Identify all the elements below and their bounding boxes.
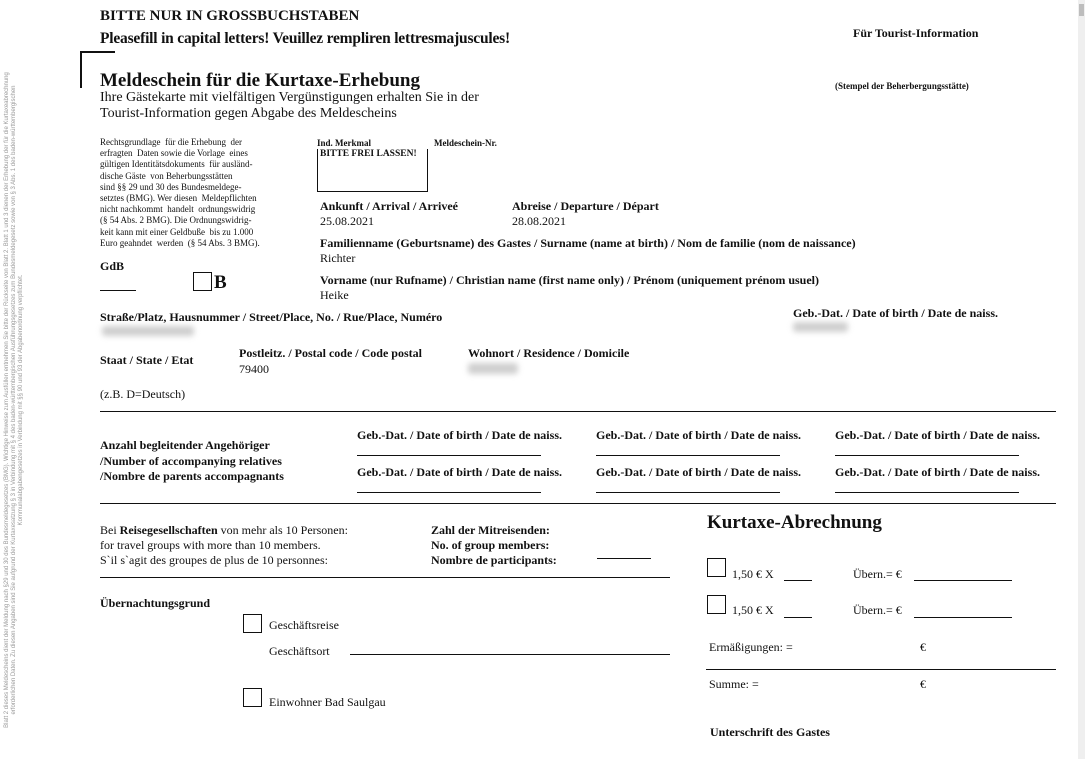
relative-dob-input[interactable]	[596, 492, 780, 493]
billing-divider	[706, 669, 1056, 670]
ind-merkmal-label: Ind. Merkmal	[317, 138, 371, 148]
relative-dob-label: Geb.-Dat. / Date of birth / Date de naiss.	[835, 465, 1040, 479]
sum-label: Summe: =	[709, 677, 759, 691]
scrollbar-thumb[interactable]	[1079, 4, 1084, 16]
postal-code-value[interactable]: 79400	[239, 362, 269, 376]
groups-text-de-bold: Reisegesellschaften	[119, 523, 218, 537]
stay-reason-title: Übernachtungsgrund	[100, 596, 211, 610]
arrival-label: Ankunft / Arrival / Arriveé	[320, 199, 458, 213]
business-place-label: Geschäftsort	[269, 644, 330, 658]
form-subtitle-line2: Tourist-Information gegen Abgabe des Meldescheins	[100, 106, 397, 121]
discounts-currency: €	[920, 640, 926, 654]
resident-checkbox[interactable]	[243, 688, 262, 707]
groups-text-de-pre: Bei	[100, 523, 120, 537]
signature-label: Unterschrift des Gastes	[710, 725, 830, 739]
relative-dob-input[interactable]	[835, 492, 1019, 493]
rate-checkbox[interactable]	[707, 595, 726, 614]
business-trip-checkbox[interactable]	[243, 614, 262, 633]
surname-label: Familienname (Geburtsname) des Gastes / Surname (name at birth) / Nom de familie (nom de naissance)	[320, 236, 856, 250]
relative-dob-input[interactable]	[357, 455, 541, 456]
dob-value-redacted[interactable]	[793, 322, 848, 332]
group-count-input[interactable]	[597, 558, 651, 559]
groups-text-en: for travel groups with more than 10 members.	[100, 538, 321, 552]
groups-text-de	[100, 523, 348, 538]
discounts-label: Ermäßigungen: =	[709, 640, 793, 654]
relatives-label-de: Anzahl begleitender Angehöriger	[100, 438, 270, 452]
street-value-redacted[interactable]	[102, 326, 194, 336]
gdb-label: GdB	[100, 259, 125, 273]
vertical-scrollbar[interactable]	[1078, 0, 1085, 759]
postal-code-label: Postleitz. / Postal code / Code postal	[239, 346, 422, 360]
relative-dob-label: Geb.-Dat. / Date of birth / Date de naiss.	[835, 428, 1040, 442]
b-label: B	[214, 272, 227, 293]
group-count-label-en: No. of group members:	[431, 538, 550, 552]
capital-letters-translations: Pleasefill in capital letters! Veuillez rempliren lettresmajuscules!	[100, 30, 510, 47]
transfer-label: Übern.= €	[853, 603, 902, 617]
form-title: Meldeschein für die Kurtaxe-Erhebung	[100, 70, 421, 91]
groups-text-fr: S`il s`agit des groupes de plus de 10 personnes:	[100, 553, 328, 567]
residence-label: Wohnort / Residence / Domicile	[468, 346, 630, 360]
divider	[100, 577, 670, 578]
stamp-label: (Stempel der Beherbergungsstätte)	[835, 81, 969, 91]
relative-dob-label: Geb.-Dat. / Date of birth / Date de naiss.	[357, 428, 562, 442]
state-hint: (z.B. D=Deutsch)	[100, 387, 186, 401]
state-label: Staat / State / Etat	[100, 353, 194, 367]
b-checkbox[interactable]	[193, 272, 212, 291]
margin-legal-note: Blatt 2 dieses Meldescheins dient der Meldung nach §29 und 30 des Bundesmeldegesetzes (BMG). Wichtige Hinweise zum Ausfüllen entnehmen Sie bitte der Rückseite von Blatt 2. Blatt 1 und 3 dienen der Erhebung der für die Kurtaxeabrechnung erforderlichen Daten. Zu diesen Angaben sind Sie aufgrund der Kurtaxesatzung § 3 in Verbindung mit § 4 des baden-württembergischen Ausführungsgesetzes zum Bundesmeldegesetz sowie von § 3 Abs. 1 des baden-württembergischen Kommunalabgabengesetzes in Verbindung mit §§ 90 und 93 der Abgabenordnung verpflichtet.	[4, 72, 24, 728]
relative-dob-label: Geb.-Dat. / Date of birth / Date de naiss.	[596, 428, 801, 442]
transfer-amount-input[interactable]	[914, 617, 1012, 618]
departure-label: Abreise / Departure / Départ	[512, 199, 659, 213]
resident-label: Einwohner Bad Saulgau	[269, 695, 386, 709]
rate-checkbox[interactable]	[707, 558, 726, 577]
firstname-value[interactable]: Heike	[320, 288, 349, 302]
rate-nights-input[interactable]	[784, 617, 812, 618]
meldeschein-nr-label: Meldeschein-Nr.	[434, 138, 497, 148]
groups-text-de-post: von mehr als 10 Personen:	[217, 523, 348, 537]
office-use-box	[317, 149, 428, 192]
dob-label: Geb.-Dat. / Date of birth / Date de naiss.	[793, 306, 998, 320]
capital-letters-notice: BITTE NUR IN GROSSBUCHSTABEN	[100, 8, 360, 24]
billing-title: Kurtaxe-Abrechnung	[707, 512, 882, 533]
leave-blank-notice: BITTE FREI LASSEN!	[320, 149, 417, 159]
business-trip-label: Geschäftsreise	[269, 618, 339, 632]
group-count-label-de: Zahl der Mitreisenden:	[431, 523, 550, 537]
tourist-info-label: Für Tourist-Information	[853, 26, 979, 40]
rate-nights-input[interactable]	[784, 580, 812, 581]
legal-basis-text: Rechtsgrundlage für die Erhebung der erfragten Daten sowie die Vorlage eines gültigen Identitätsdokuments für ausländ- dische Gäste von Beherbungsstätten sind §§ 29 und 30 des Bundesmeldege- setztes (BMG). Wer diesen Meldepflichten nicht nachkommt handelt ordnungswidrig (§ 54 Abs. 2 BMG). Die Ordnungswidrig- keit kann mit einer Geldbuße bis zu 1.000 Euro geahndet werden (§ 54 Abs. 3 BMG).	[100, 137, 260, 248]
relative-dob-input[interactable]	[596, 455, 780, 456]
relatives-label-en: /Number of accompanying relatives	[100, 454, 282, 468]
transfer-label: Übern.= €	[853, 567, 902, 581]
departure-value[interactable]: 28.08.2021	[512, 214, 566, 228]
firstname-label: Vorname (nur Rufname) / Christian name (first name only) / Prénom (uniquement prénom usuel)	[320, 273, 819, 287]
relative-dob-label: Geb.-Dat. / Date of birth / Date de naiss.	[596, 465, 801, 479]
relatives-label-fr: /Nombre de parents accompagnants	[100, 469, 284, 483]
gdb-input-line[interactable]	[100, 290, 136, 291]
rate-label: 1,50 € X	[732, 567, 774, 581]
relative-dob-input[interactable]	[357, 492, 541, 493]
street-label: Straße/Platz, Hausnummer / Street/Place, No. / Rue/Place, Numéro	[100, 310, 443, 324]
divider	[100, 411, 1056, 412]
rate-label: 1,50 € X	[732, 603, 774, 617]
transfer-amount-input[interactable]	[914, 580, 1012, 581]
arrival-value[interactable]: 25.08.2021	[320, 214, 374, 228]
divider	[100, 503, 1056, 504]
surname-value[interactable]: Richter	[320, 251, 356, 265]
relative-dob-label: Geb.-Dat. / Date of birth / Date de naiss.	[357, 465, 562, 479]
corner-mark-vertical	[80, 51, 82, 88]
business-place-input[interactable]	[350, 654, 670, 655]
corner-mark	[80, 51, 115, 53]
sum-currency: €	[920, 677, 926, 691]
relative-dob-input[interactable]	[835, 455, 1019, 456]
group-count-label-fr: Nombre de participants:	[431, 553, 557, 567]
form-subtitle-line1: Ihre Gästekarte mit vielfältigen Vergünstigungen erhalten Sie in der	[100, 90, 479, 105]
residence-value-redacted[interactable]	[468, 363, 518, 374]
